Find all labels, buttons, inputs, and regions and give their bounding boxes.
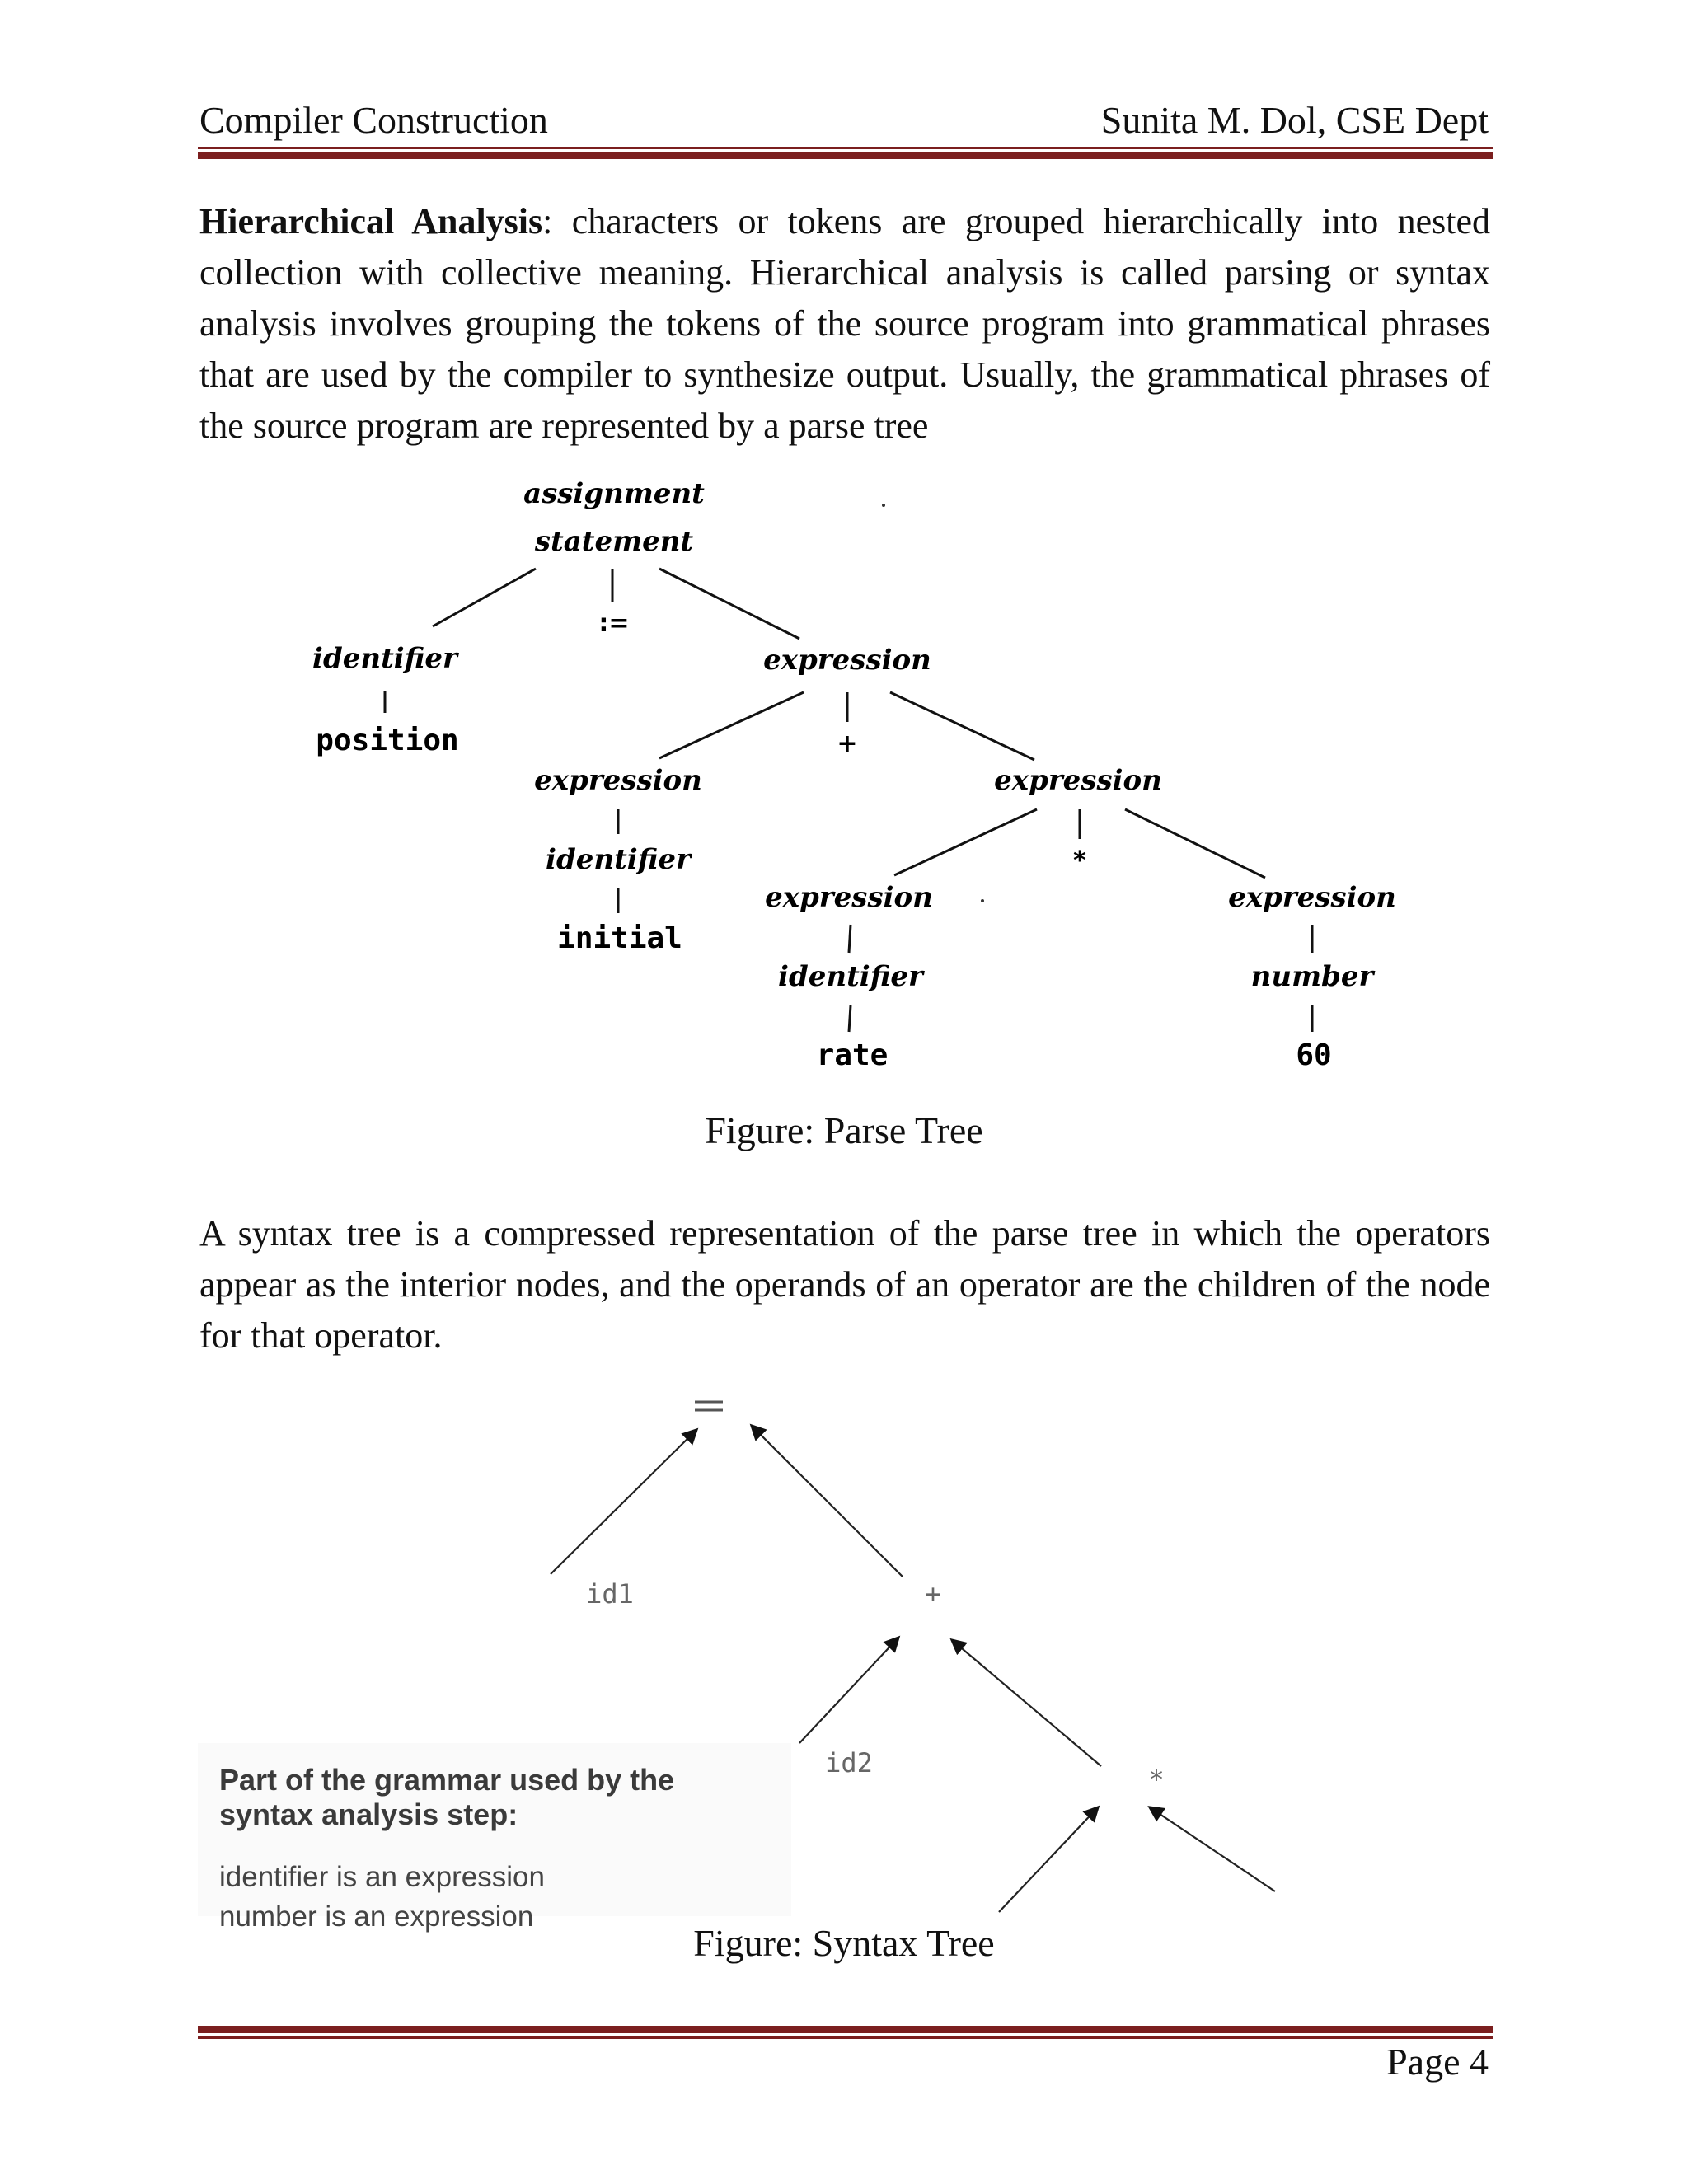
edge-root-expression [659, 569, 799, 639]
syntax-tree-paragraph: A syntax tree is a compressed representation of the parse tree in which the operators appear as the interior nodes, and the operands of an operator are the children of the node for that operator. [199, 1213, 1490, 1356]
grammar-rule-2-cropped: number is an expression [219, 1900, 534, 1933]
node-expression-rate: expression [765, 881, 933, 914]
node-statement: statement [534, 525, 694, 558]
node-position: position [316, 724, 459, 757]
node-plus: + [925, 1578, 941, 1610]
edge-id1-to-eq [551, 1430, 696, 1574]
footer-rule-thin [198, 2036, 1493, 2039]
edge-id2-to-plus [799, 1638, 898, 1743]
stray-dot-2 [981, 899, 984, 902]
node-id2: id2 [825, 1747, 873, 1779]
node-identifier-left: identifier [546, 843, 691, 876]
node-identifier-root: identifier [312, 642, 457, 675]
node-expression-top: expression [763, 644, 931, 677]
edge-star-to-plus [952, 1640, 1101, 1766]
edge-expr2-right [1125, 809, 1265, 878]
node-star: * [1073, 846, 1086, 875]
node-expression-right: expression [994, 764, 1162, 797]
node-sixty: 60 [1296, 1038, 1332, 1072]
term-hierarchical-analysis: Hierarchical Analysis [199, 201, 543, 241]
node-initial: initial [557, 921, 682, 955]
header-left-title: Compiler Construction [199, 99, 548, 141]
header-right-author: Sunita M. Dol, CSE Dept [1100, 99, 1489, 141]
parse-tree-diagram [0, 462, 1688, 1104]
node-assign-op: := [598, 609, 630, 638]
header-rule-thin [198, 147, 1493, 149]
edge-child-to-star-left [999, 1807, 1098, 1912]
syntax-tree-caption: Figure: Syntax Tree [693, 1922, 995, 1964]
stray-dot-1 [882, 504, 885, 507]
node-expression-left: expression [534, 764, 702, 797]
node-eq-symbol [695, 1402, 723, 1410]
grammar-box [198, 1743, 791, 1933]
grammar-rule-1: identifier is an expression [219, 1861, 545, 1893]
node-star: * [1148, 1764, 1165, 1795]
node-id1: id1 [586, 1578, 634, 1610]
edge-expr-right [890, 692, 1034, 760]
hierarchical-analysis-paragraph [199, 196, 1490, 452]
grammar-title-line1: Part of the grammar used by the [219, 1763, 675, 1797]
edge-plus-to-eq [752, 1426, 903, 1577]
grammar-title-line2: syntax analysis step: [219, 1797, 518, 1831]
parse-tree-caption: Figure: Parse Tree [705, 1109, 983, 1151]
edge-root-identifier [433, 569, 536, 626]
node-rate: rate [816, 1038, 889, 1072]
edge-identifier-rate [849, 1005, 851, 1032]
hierarchical-analysis-text: : characters or tokens are grouped hierarchically into nested collection with collective meaning. Hierarchical analysis is called parsing or syntax analysis involves grouping the tokens of the source program into grammatical phrases that are used by the compiler to synthesize output. Usually, the grammatical phrases of the source program are represented by a parse tree [199, 201, 1490, 446]
edge-child-to-star-right [1150, 1807, 1275, 1891]
node-assignment: assignment [523, 477, 705, 510]
edge-expr-identifier2 [849, 925, 851, 953]
page-number: Page 4 [1386, 2041, 1489, 2083]
node-identifier-rate: identifier [778, 960, 923, 993]
node-plus: + [837, 729, 858, 758]
header-rule-thick [198, 152, 1493, 159]
grammar-title [219, 1763, 674, 1832]
node-expression-number: expression [1228, 881, 1396, 914]
edge-expr2-left [894, 809, 1037, 875]
edge-expr-left [659, 692, 804, 758]
footer-rule-thick [198, 2026, 1493, 2033]
node-number: number [1250, 960, 1374, 993]
